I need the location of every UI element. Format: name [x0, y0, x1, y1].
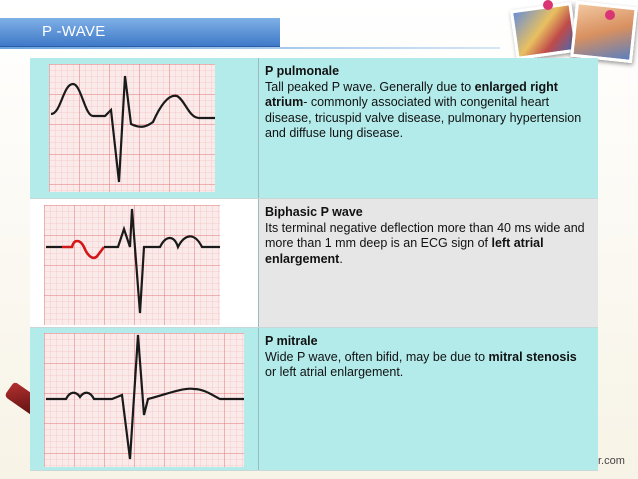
- ecg-biphasic-image: [44, 205, 220, 325]
- collage-photo: [510, 2, 578, 60]
- row-text: .: [339, 251, 343, 266]
- row-text-bold: left atrial enlargement: [265, 236, 544, 266]
- description-cell: [259, 199, 598, 327]
- row-text: Tall peaked P wave. Generally due to: [265, 79, 475, 94]
- row-heading: Biphasic P wave: [265, 205, 363, 219]
- description-cell: [259, 328, 598, 470]
- row-text: - commonly associated with congenital heart disease, tricuspid valve disease, pulmonary hypertension and diffuse lung disease.: [265, 95, 582, 140]
- table-row-biphasic-p-wave: [30, 199, 598, 328]
- title-underline: [0, 47, 500, 49]
- row-text: or left atrial enlargement.: [265, 365, 404, 379]
- table-row-p-pulmonale: [30, 58, 598, 199]
- ecg-p-pulmonale-image: [49, 64, 215, 192]
- push-pin-icon: [543, 0, 553, 10]
- description-cell: [259, 58, 598, 198]
- push-pin-icon: [605, 10, 615, 20]
- row-text: Wide P wave, often bifid, may be due to: [265, 349, 489, 364]
- ecg-p-mitrale-image: [44, 333, 244, 467]
- row-text-bold: enlarged right atrium: [265, 79, 558, 109]
- row-heading: P mitrale: [265, 334, 318, 348]
- table-row-p-mitrale: [30, 328, 598, 471]
- ecg-image-cell: [30, 328, 259, 470]
- row-heading: P pulmonale: [265, 64, 340, 78]
- row-text-bold: mitral stenosis: [488, 349, 577, 364]
- row-text: Its terminal negative deflection more than 40 ms wide and more than 1 mm deep is an ECG sign of: [265, 220, 585, 250]
- footer-text: r.com: [598, 455, 625, 467]
- ecg-image-cell: [30, 199, 259, 327]
- collage-photo: [570, 1, 638, 63]
- photo-collage: [505, 0, 638, 62]
- p-wave-table: [30, 58, 598, 470]
- ecg-image-cell: [30, 58, 259, 198]
- slide-title: P -WAVE: [42, 23, 106, 40]
